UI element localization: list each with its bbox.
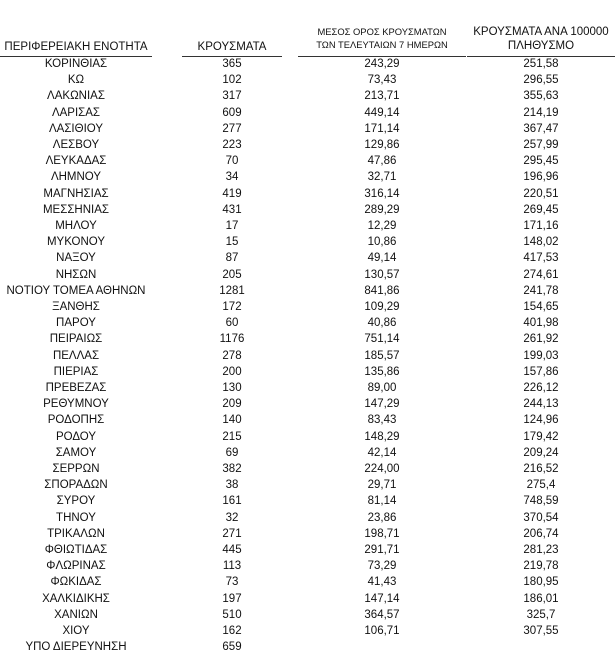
avg7-cell: 49,14: [367, 252, 397, 265]
region-cell: ΡΟΔΟΠΗΣ: [47, 414, 105, 427]
region-cell: ΦΛΩΡΙΝΑΣ: [46, 560, 106, 573]
per100k-cell: 219,78: [523, 560, 559, 573]
table-row: [0, 169, 615, 185]
avg7-cell: 147,14: [364, 592, 400, 605]
region-cell: ΣΕΡΡΩΝ: [52, 463, 100, 475]
avg7-cell: 841,86: [364, 284, 400, 297]
table-row: [0, 510, 615, 526]
avg7-cell: 129,86: [364, 139, 400, 151]
region-cell: ΠΡΕΒΕΖΑΣ: [45, 382, 107, 394]
region-cell: ΧΑΝΙΩΝ: [54, 608, 98, 621]
table-row: [0, 105, 615, 121]
cases-cell: 317: [222, 90, 242, 103]
cases-cell: 445: [222, 544, 242, 556]
table-row: [0, 137, 615, 153]
region-cell: ΦΩΚΙΔΑΣ: [50, 576, 102, 589]
table-row: [0, 88, 615, 104]
cases-cell: 60: [225, 317, 239, 330]
avg7-cell: 316,14: [364, 187, 400, 200]
per100k-cell: 257,99: [523, 139, 559, 151]
cases-cell: 161: [222, 495, 242, 508]
per100k-cell: 157,86: [523, 365, 559, 378]
table-row: [0, 267, 615, 283]
avg7-cell: 171,14: [364, 122, 400, 135]
per100k-cell: 124,96: [523, 414, 559, 427]
region-cell: ΠΕΛΛΑΣ: [52, 349, 100, 362]
region-cell: ΠΑΡΟΥ: [56, 317, 96, 330]
per100k-cell: 269,45: [523, 203, 559, 216]
avg7-cell: 106,71: [364, 625, 400, 637]
avg7-cell: 213,71: [364, 90, 400, 103]
header-7day-average-line1: ΜΕΣΟΣ ΟΡΟΣ ΚΡΟΥΣΜΑΤΩΝ: [317, 26, 447, 37]
per100k-cell: 148,02: [523, 236, 559, 249]
cases-cell: 70: [225, 155, 239, 168]
header-7day-average: [298, 25, 466, 51]
avg7-cell: 10,86: [367, 236, 397, 249]
cases-cell: 382: [222, 463, 242, 475]
region-cell: ΜΗΛΟΥ: [55, 220, 97, 232]
table-row: [0, 623, 615, 639]
table-row: [0, 461, 615, 477]
cases-cell: 34: [225, 171, 239, 184]
avg7-cell: 29,71: [367, 479, 397, 492]
region-cell: ΛΑΡΙΣΑΣ: [51, 106, 101, 119]
region-cell: ΛΗΜΝΟΥ: [50, 171, 102, 184]
avg7-cell: 109,29: [364, 301, 400, 313]
table-row: [0, 380, 615, 396]
table-row: [0, 429, 615, 445]
per100k-cell: 274,61: [523, 268, 559, 281]
cases-cell: 659: [222, 641, 242, 654]
per100k-cell: 171,16: [523, 220, 559, 232]
per100k-cell: 216,52: [523, 463, 559, 475]
per100k-cell: 186,01: [523, 592, 559, 605]
avg7-cell: 243,29: [364, 58, 400, 70]
avg7-cell: 89,00: [367, 382, 397, 394]
cases-cell: 223: [222, 139, 242, 151]
avg7-cell: 32,71: [367, 171, 397, 184]
per100k-cell: 417,53: [523, 252, 559, 265]
avg7-cell: 40,86: [367, 317, 397, 330]
cases-cell: 1281: [219, 284, 245, 297]
region-cell: ΜΕΣΣΗΝΙΑΣ: [42, 203, 110, 216]
cases-cell: 1176: [219, 333, 245, 346]
avg7-cell: 751,14: [364, 333, 400, 346]
table-row: [0, 283, 615, 299]
region-cell: ΛΑΣΙΘΙΟΥ: [48, 122, 104, 135]
avg7-cell: 23,86: [367, 511, 397, 524]
cases-cell: 431: [222, 203, 242, 216]
table-row: [0, 364, 615, 380]
table-row: [0, 412, 615, 428]
table-row: [0, 639, 615, 655]
cases-cell: 510: [222, 608, 242, 621]
region-cell: ΚΟΡΙΝΘΙΑΣ: [44, 58, 108, 70]
per100k-cell: 226,12: [523, 382, 559, 394]
cases-cell: 87: [225, 252, 239, 265]
per100k-cell: 209,24: [523, 446, 559, 459]
region-cell: ΜΑΓΝΗΣΙΑΣ: [43, 187, 109, 200]
table-row: [0, 234, 615, 250]
table-row: [0, 56, 615, 72]
per100k-cell: 325,7: [526, 608, 556, 621]
table-row: [0, 445, 615, 461]
avg7-cell: 135,86: [364, 365, 400, 378]
per100k-cell: 367,47: [523, 122, 559, 135]
table-row: [0, 202, 615, 218]
table-row: [0, 493, 615, 509]
avg7-cell: 185,57: [364, 349, 400, 362]
per100k-cell: 275,4: [526, 479, 556, 492]
cases-cell: 205: [222, 268, 242, 281]
per100k-cell: 199,03: [523, 349, 559, 362]
avg7-cell: 12,29: [367, 220, 397, 232]
header-7day-average-line2: ΤΩΝ ΤΕΛΕΥΤΑΙΩΝ 7 ΗΜΕΡΩΝ: [316, 39, 448, 50]
region-cell: ΝΟΤΙΟΥ ΤΟΜΕΑ ΑΘΗΝΩΝ: [6, 284, 146, 297]
per100k-cell: 244,13: [523, 398, 559, 411]
header-cases-per-100k: [467, 25, 615, 53]
avg7-cell: 73,43: [367, 74, 397, 87]
per100k-cell: 241,78: [523, 284, 559, 297]
avg7-cell: 449,14: [364, 106, 400, 119]
table-row: [0, 250, 615, 266]
avg7-cell: 73,29: [367, 560, 397, 573]
avg7-cell: 291,71: [364, 544, 400, 556]
cases-cell: 197: [222, 592, 242, 605]
region-cell: ΛΑΚΩΝΙΑΣ: [47, 90, 105, 103]
region-cell: ΦΘΙΩΤΙΔΑΣ: [44, 544, 108, 556]
per100k-cell: 401,98: [523, 317, 559, 330]
per100k-cell: 355,63: [523, 90, 559, 103]
cases-cell: 38: [225, 479, 239, 492]
region-cell: ΝΑΞΟΥ: [56, 252, 96, 265]
region-cell: ΣΥΡΟΥ: [56, 495, 96, 508]
avg7-cell: 147,29: [364, 398, 400, 411]
avg7-cell: 289,29: [364, 203, 400, 216]
region-cell: ΡΟΔΟΥ: [55, 430, 97, 443]
per100k-cell: 180,95: [523, 576, 559, 589]
avg7-cell: 364,57: [364, 608, 400, 621]
region-cell: ΡΕΘΥΜΝΟΥ: [43, 398, 109, 411]
avg7-cell: 42,14: [367, 446, 397, 459]
table-row: [0, 186, 615, 202]
cases-cell: 271: [222, 527, 242, 540]
region-cell: ΣΑΜΟΥ: [55, 446, 97, 459]
table-row: [0, 591, 615, 607]
region-cell: ΠΕΙΡΑΙΩΣ: [49, 333, 103, 346]
table-row: [0, 526, 615, 542]
avg7-cell: 83,43: [367, 414, 397, 427]
per100k-cell: 154,65: [523, 301, 559, 313]
per100k-cell: 261,92: [523, 333, 559, 346]
region-cell: ΛΕΣΒΟΥ: [52, 139, 100, 151]
cases-cell: 102: [222, 74, 242, 87]
region-cell: ΝΗΣΩΝ: [55, 268, 97, 281]
region-cell: ΤΡΙΚΑΛΩΝ: [47, 527, 105, 540]
region-cell: ΧΑΛΚΙΔΙΚΗΣ: [42, 592, 110, 605]
avg7-cell: 130,57: [364, 268, 400, 281]
per100k-cell: 296,55: [523, 74, 559, 87]
region-cell: ΣΠΟΡΑΔΩΝ: [44, 479, 108, 492]
cases-cell: 15: [225, 236, 239, 249]
header-cases-per-100k-line1: ΚΡΟΥΣΜΑΤΑ ΑΝΑ 100000: [473, 26, 609, 38]
region-cell: ΚΩ: [67, 74, 85, 87]
region-cell: ΥΠΟ ΔΙΕΡΕΥΝΗΣΗ: [25, 641, 127, 654]
cases-cell: 32: [225, 511, 239, 524]
avg7-cell: 81,14: [367, 495, 397, 508]
cases-cell: 130: [222, 382, 242, 394]
avg7-cell: 198,71: [364, 527, 400, 540]
table-row: [0, 477, 615, 493]
region-cell: ΛΕΥΚΑΔΑΣ: [45, 155, 107, 168]
cases-cell: 609: [222, 106, 242, 119]
avg7-cell: 224,00: [364, 463, 400, 475]
cases-cell: 365: [222, 58, 242, 70]
table-row: [0, 574, 615, 590]
cases-cell: 277: [222, 122, 242, 135]
per100k-cell: 281,23: [523, 544, 559, 556]
table-row: [0, 299, 615, 315]
cases-cell: 17: [225, 220, 239, 232]
cases-cell: 172: [222, 301, 242, 313]
table-row: [0, 218, 615, 234]
region-cell: ΤΗΝΟΥ: [56, 511, 96, 524]
cases-cell: 73: [225, 576, 239, 589]
table-row: [0, 331, 615, 347]
avg7-cell: 47,86: [367, 155, 397, 168]
per100k-cell: 251,58: [523, 58, 559, 70]
cases-cell: 69: [225, 446, 239, 459]
table-row: [0, 558, 615, 574]
region-cell: ΜΥΚΟΝΟΥ: [46, 236, 106, 249]
region-cell: ΧΙΟΥ: [62, 625, 90, 637]
table-row: [0, 121, 615, 137]
table-row: [0, 396, 615, 412]
avg7-cell: 41,43: [367, 576, 397, 589]
cases-cell: 140: [222, 414, 242, 427]
per100k-cell: 748,59: [523, 495, 559, 508]
per100k-cell: 206,74: [523, 527, 559, 540]
avg7-cell: 148,29: [364, 430, 400, 443]
header-cases: ΚΡΟΥΣΜΑΤΑ: [197, 41, 267, 53]
table-row: [0, 315, 615, 331]
per100k-cell: [467, 639, 615, 655]
cases-cell: 113: [222, 560, 242, 573]
per100k-cell: 179,42: [523, 430, 559, 443]
table-row: [0, 607, 615, 623]
header-cases-per-100k-line2: ΠΛΗΘΥΣΜΟ: [507, 40, 575, 52]
region-cell: ΞΑΝΘΗΣ: [52, 301, 100, 313]
cases-cell: 209: [222, 398, 242, 411]
per100k-cell: 307,55: [523, 625, 559, 637]
cases-cell: 419: [222, 187, 242, 200]
per100k-cell: 196,96: [523, 171, 559, 184]
table-row: [0, 542, 615, 558]
per100k-cell: 295,45: [523, 155, 559, 168]
per100k-cell: 220,51: [523, 187, 559, 200]
avg7-cell: [298, 639, 466, 655]
cases-cell: 200: [222, 365, 242, 378]
per100k-cell: 370,54: [523, 511, 559, 524]
region-cell: ΠΙΕΡΙΑΣ: [53, 365, 99, 378]
cases-cell: 162: [222, 625, 242, 637]
table-row: [0, 153, 615, 169]
table-row: [0, 72, 615, 88]
per100k-cell: 214,19: [523, 106, 559, 119]
header-region: ΠΕΡΙΦΕΡΕΙΑΚΗ ΕΝΟΤΗΤΑ: [4, 41, 148, 53]
cases-cell: 215: [222, 430, 242, 443]
cases-cell: 278: [222, 349, 242, 362]
table-row: [0, 348, 615, 364]
